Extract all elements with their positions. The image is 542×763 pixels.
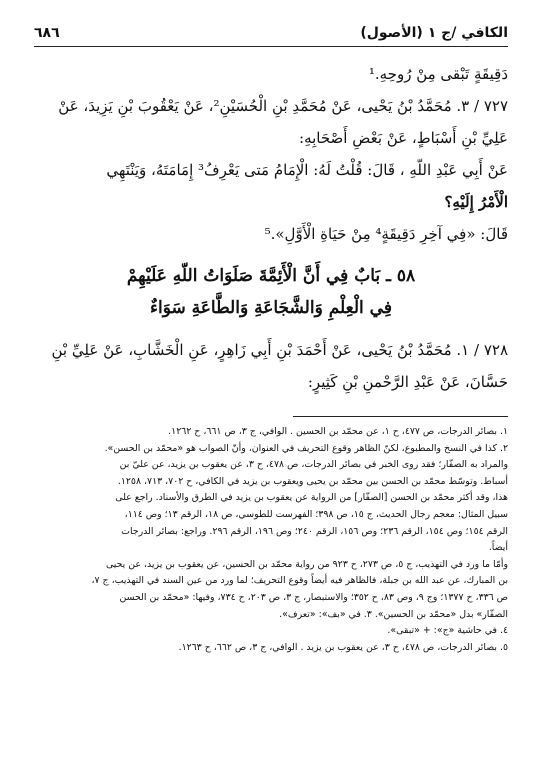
footnote-line: أسباط. وتوسّط محمّد بن الحسن بين محمّد بن يحيى ويعقوب بن يزيد في الكافي، ح ٧٠٢، ٧١٣، ١٢٥٨. <box>117 475 508 487</box>
footnote-line: ٤. في حاشية «ج»: + «تبقى». <box>387 625 508 637</box>
running-title: الكافي /ج ١ (الأصول) <box>360 25 508 41</box>
main-text <box>34 58 508 398</box>
text-line: حَسَّانَ، عَنْ عَبْدِ الرَّحْمنِ بْنِ كَثِيرٍ: <box>307 373 508 391</box>
chapter-heading-line: ٥٨ ـ بَابٌ فِي أَنَّ الْأَئِمَّةَ صَلَوَاتُ اللّهِ عَلَيْهِمْ <box>126 266 416 286</box>
footnote-line: الصفّار» بدل «محمّد بن الحسين». ٣. في «بف»: «تعرف». <box>279 608 508 620</box>
footnote-divider <box>293 416 508 417</box>
footnote-line: بن المبارك، عن عبد الله بن جبلة، فالظاهر فيه أيضاً وقوع التحريف؛ لما ورد من عين السند في التهذيب، ج ٧، <box>91 575 508 587</box>
text-line: قَالَ: «فِي آخِرِ دَقِيقَةٍ⁴ مِنْ حَيَاةِ الْأَوَّلِ».⁵ <box>264 225 508 243</box>
footnote-line: سبيل المثال: معجم رجال الحديث، ج ١٥، ص ٣٩٨؛ الفهرست للطوسي، ص ١٨، الرقم ١٣؛ وص ١١٤، <box>124 508 508 520</box>
footnote-line: والمراد به الصفّار؛ فقد روى الخبر في بصائر الدرجات، ص ٤٧٨، ح ٣، عن يعقوب بن يزيد، عن عليّ بن <box>119 459 508 471</box>
page-number: ٦٨٦ <box>34 25 60 41</box>
text-line: عَلِيِّ بْنِ أَسْبَاطٍ، عَنْ بَعْضِ أَصْحَابِهِ: <box>299 129 508 147</box>
text-line: الْأَمْرُ إِلَيْهِ؟ <box>444 193 508 211</box>
chapter-heading-line: فِي الْعِلْمِ وَالشَّجَاعَةِ وَالطَّاعَةِ سَوَاءٌ <box>150 298 392 318</box>
text-line: ٧٢٧ / ٣. مُحَمَّدُ بْنُ يَحْيى، عَنْ مُحَمَّدِ بْنِ الْحُسَيْنِ²، عَنْ يَعْقُوبَ بْنِ يَزِيدَ، عَنْ <box>58 97 508 115</box>
footnote-line: هذا، وقد أكثر محمّد بن الحسن [الصفّار] من الرواية عن يعقوب بن يزيد في الطرق والأسناد. راجع على <box>115 492 508 504</box>
footnotes <box>34 424 508 656</box>
running-header <box>34 20 508 47</box>
footnote-line: أيضاً. <box>488 542 508 554</box>
footnote-line: الرقم ١٥٤؛ وص ١٥٤، الرقم ٢٣٦؛ وص ١٥٦، الرقم ٢٤٠؛ وص ١٩٦، الرقم ٢٩٦. وراجع: بصائر الدرجات <box>121 525 508 537</box>
footnote-line: وأمّا ما ورد في التهذيب، ج ٥، ص ٢٧٣، ح ٩٢٣ من رواية محمّد بن الحسين، عن يعقوب بن يزيد، عن يحيى <box>105 558 508 570</box>
text-line: ٧٢٨ / ١. مُحَمَّدُ بْنُ يَحْيى، عَنْ أَحْمَدَ بْنِ أَبِي زَاهِرٍ، عَنِ الْخَشَّابِ، عَنْ عَلِيِّ بْنِ <box>51 341 508 359</box>
chapter-heading <box>34 260 508 324</box>
text-line: دَقِيقَةٍ تَبْقى مِنْ رُوحِهِ.¹ <box>368 65 508 83</box>
footnote-line: ١. بصائر الدرجات، ص ٤٧٧، ح ١، عن محمّد بن الحسين . الوافي، ج ٣، ص ٦٦١، ح ١٢٦٢. <box>168 426 508 437</box>
footnote-line: ٢. كذا في النسخ والمطبوع، لكنّ الظاهر وقوع التحريف في العنوان، وأنّ الصواب هو «محمّد بن الحسن». <box>104 442 508 454</box>
footnote-line: ص ٣٣٦، ح ١٣٧٧؛ وج ٩، وص ٨٣، ح ٣٥٢؛ والاستبصار، ج ٣، ص ٢٠٣، ح ٧٣٤، وفيها: «محمّد بن الحسن <box>119 591 508 603</box>
footnote-line: ٥. بصائر الدرجات، ص ٤٧٨، ح ٣، عن يعقوب بن يزيد . الوافي، ج ٣، ص ٦٦٢، ح ١٢٦٣. <box>178 641 508 653</box>
text-line: عَنْ أَبِي عَبْدِ اللّهِ ، قَالَ: قُلْتُ لَهُ: الْإِمَامُ مَتى يَعْرِفُ³ إِمَامَتَهُ، وَيَنْتَهِي <box>106 161 508 179</box>
